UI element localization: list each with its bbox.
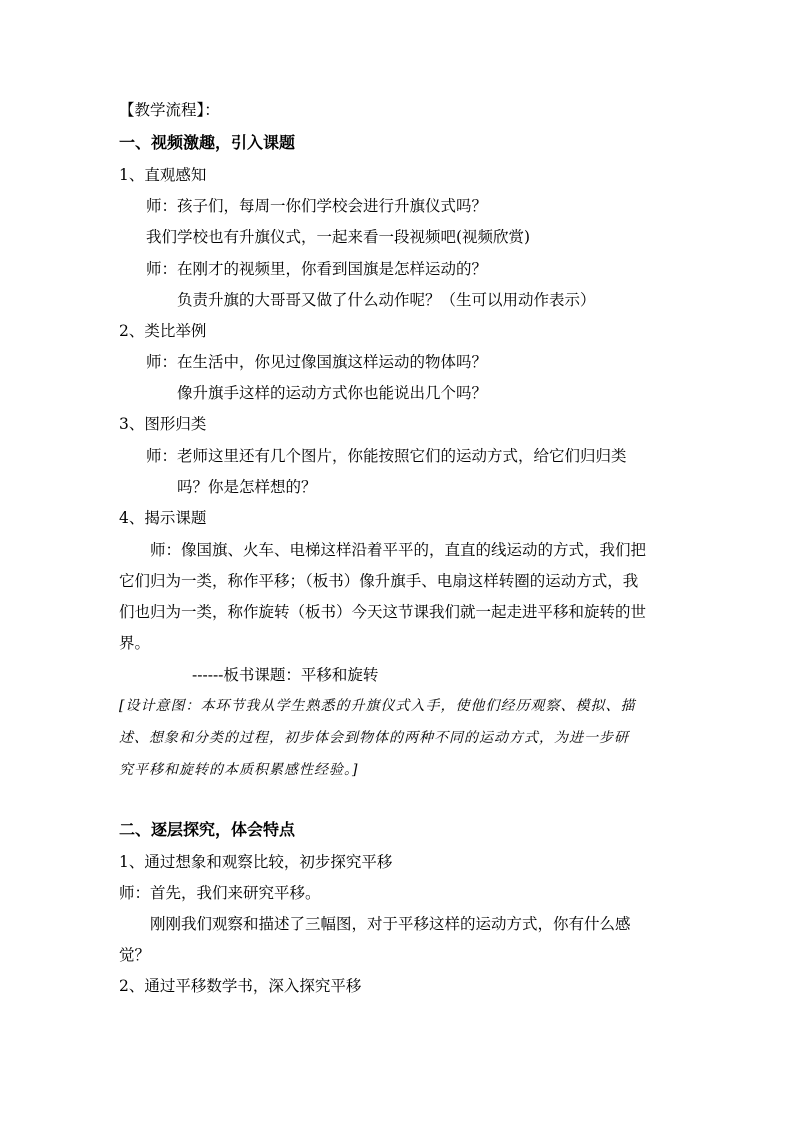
design-intent-line: [设计意图：本环节我从学生熟悉的升旗仪式入手，使他们经历观察、模拟、描 <box>119 698 636 714</box>
paragraph-line: 负责升旗的大哥哥又做了什么动作呢？（生可以用动作表示） <box>177 291 596 309</box>
paragraph-line: 觉？ <box>119 946 151 964</box>
paragraph-line: 师：孩子们，每周一你们学校会进行升旗仪式吗？ <box>146 197 488 215</box>
paragraph-line: 们也归为一类，称作旋转（板书）今天这节课我们就一起走进平移和旋转的世 <box>119 603 647 621</box>
paragraph-line: 师：首先，我们来研究平移。 <box>119 884 321 902</box>
section2-sub2-title: 2、通过平移数学书，深入探究平移 <box>119 977 362 995</box>
board-topic: ------板书课题：平移和旋转 <box>192 666 379 684</box>
paragraph-line: 我们学校也有升旗仪式，一起来看一段视频吧(视频欣赏) <box>146 228 531 246</box>
paragraph-line: 像升旗手这样的运动方式你也能说出几个吗？ <box>177 384 488 402</box>
section2-sub1-title: 1、通过想象和观察比较，初步探究平移 <box>119 853 393 871</box>
paragraph-line: 它们归为一类，称作平移；（板书）像升旗手、电扇这样转圈的运动方式，我 <box>119 572 639 590</box>
section1-sub4-title: 4、揭示课题 <box>119 509 207 527</box>
section2-title: 二、逐层探究，体会特点 <box>119 820 296 839</box>
paragraph-line: 刚刚我们观察和描述了三幅图，对于平移这样的运动方式，你有什么感 <box>150 915 631 933</box>
section1-sub2-title: 2、类比举例 <box>119 322 207 340</box>
paragraph-line: 吗？你是怎样想的？ <box>177 478 317 496</box>
design-intent-line: 究平移和旋转的本质积累感性经验。] <box>119 762 359 778</box>
teaching-process-heading: 【教学流程】： <box>119 101 220 119</box>
paragraph-line: 师：在刚才的视频里，你看到国旗是怎样运动的？ <box>146 260 488 278</box>
design-intent-line: 述、想象和分类的过程，初步体会到物体的两种不同的运动方式，为进一步研 <box>119 730 629 746</box>
section1-sub1-title: 1、直观感知 <box>119 166 207 184</box>
paragraph-line: 师：老师这里还有几个图片，你能按照它们的运动方式，给它们归归类 <box>146 447 627 465</box>
paragraph-line: 师：在生活中，你见过像国旗这样运动的物体吗？ <box>146 353 488 371</box>
section1-sub3-title: 3、图形归类 <box>119 415 207 433</box>
paragraph-line: 师：像国旗、火车、电梯这样沿着平平的，直直的线运动的方式，我们把 <box>150 541 647 559</box>
section1-title: 一、视频激趣，引入课题 <box>119 133 296 152</box>
paragraph-line: 界。 <box>119 634 151 652</box>
